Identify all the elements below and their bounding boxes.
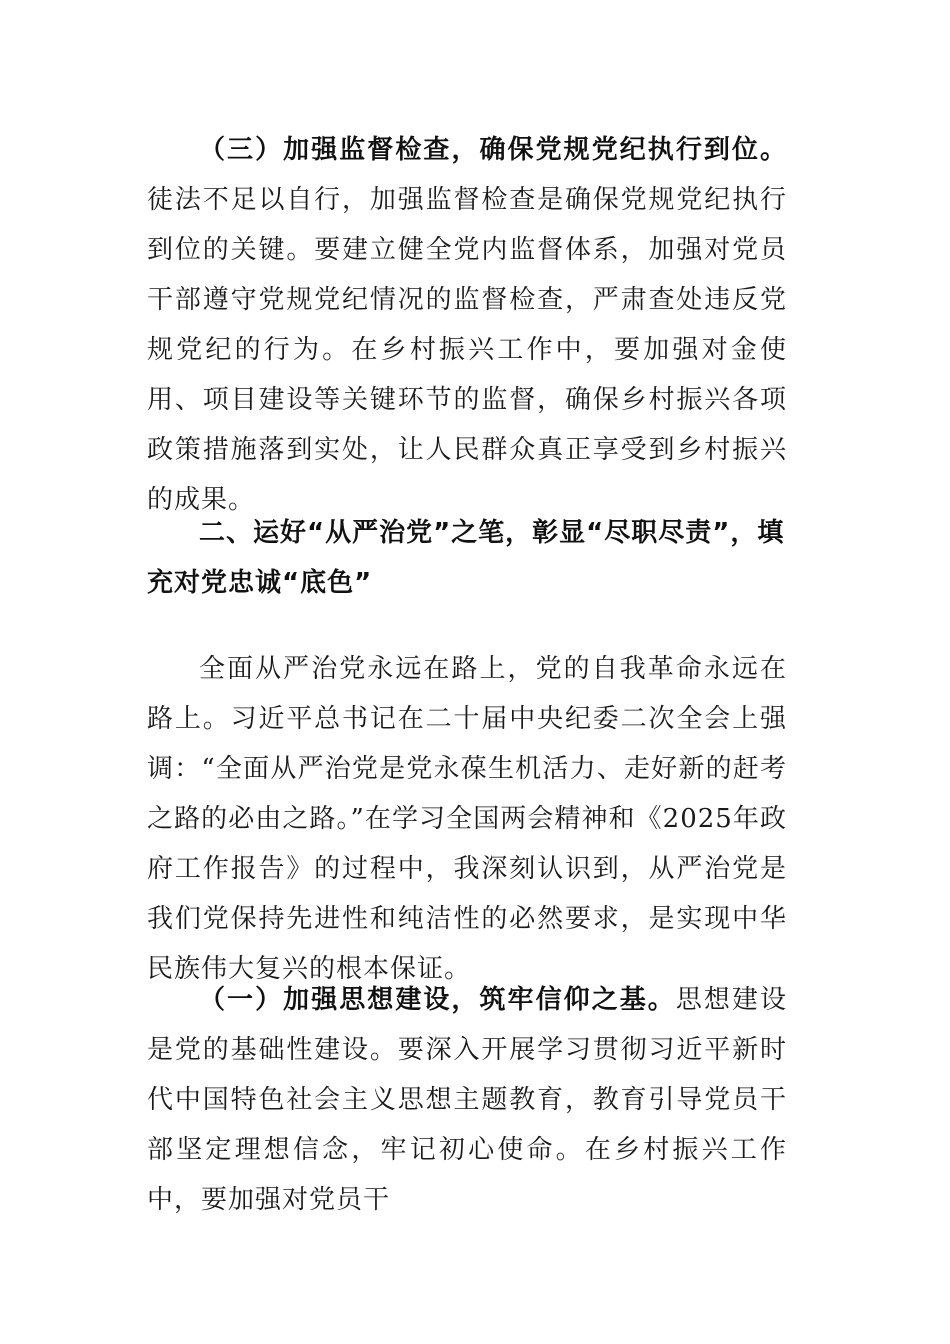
paragraph-section-3 — [147, 125, 787, 525]
section-1-body: 思想建设是党的基础性建设。要深入开展学习贯彻习近平新时代中国特色社会主义思想主题教育，教育引导党员干部坚定理想信念，牢记初心使命。在乡村振兴工作中，要加强对党员干 — [147, 985, 787, 1215]
paragraph-part-2-intro: 全面从严治党永远在路上，党的自我革命永远在路上。习近平总书记在二十届中央纪委二次全会上强调：“全面从严治党是党永葆生机活力、走好新的赶考之路的必由之路。”在学习全国两会精神和《2025年政府工作报告》的过程中，我深刻认识到，从严治党是我们党保持先进性和纯洁性的必然要求，是实现中华民族伟大复兴的根本保证。 — [147, 654, 787, 984]
heading-part-2: 二、运好“从严治党”之笔，彰显“尽职尽责”，填充对党忠诚“底色” — [147, 518, 785, 598]
paragraph-section-1 — [147, 975, 787, 1225]
section-3-body: 徒法不足以自行，加强监督检查是确保党规党纪执行到位的关键。要建立健全党内监督体系，加强对党员干部遵守党规党纪情况的监督检查，严肃查处违反党规党纪的行为。在乡村振兴工作中，要加强对金使用、项目建设等关键环节的监督，确保乡村振兴各项政策措施落到实处，让人民群众真正享受到乡村振兴的成果。 — [147, 185, 787, 515]
section-3-lead: （三）加强监督检查，确保党规党纪执行到位。 — [199, 135, 787, 165]
section-1-lead: （一）加强思想建设，筑牢信仰之基。 — [199, 985, 676, 1015]
